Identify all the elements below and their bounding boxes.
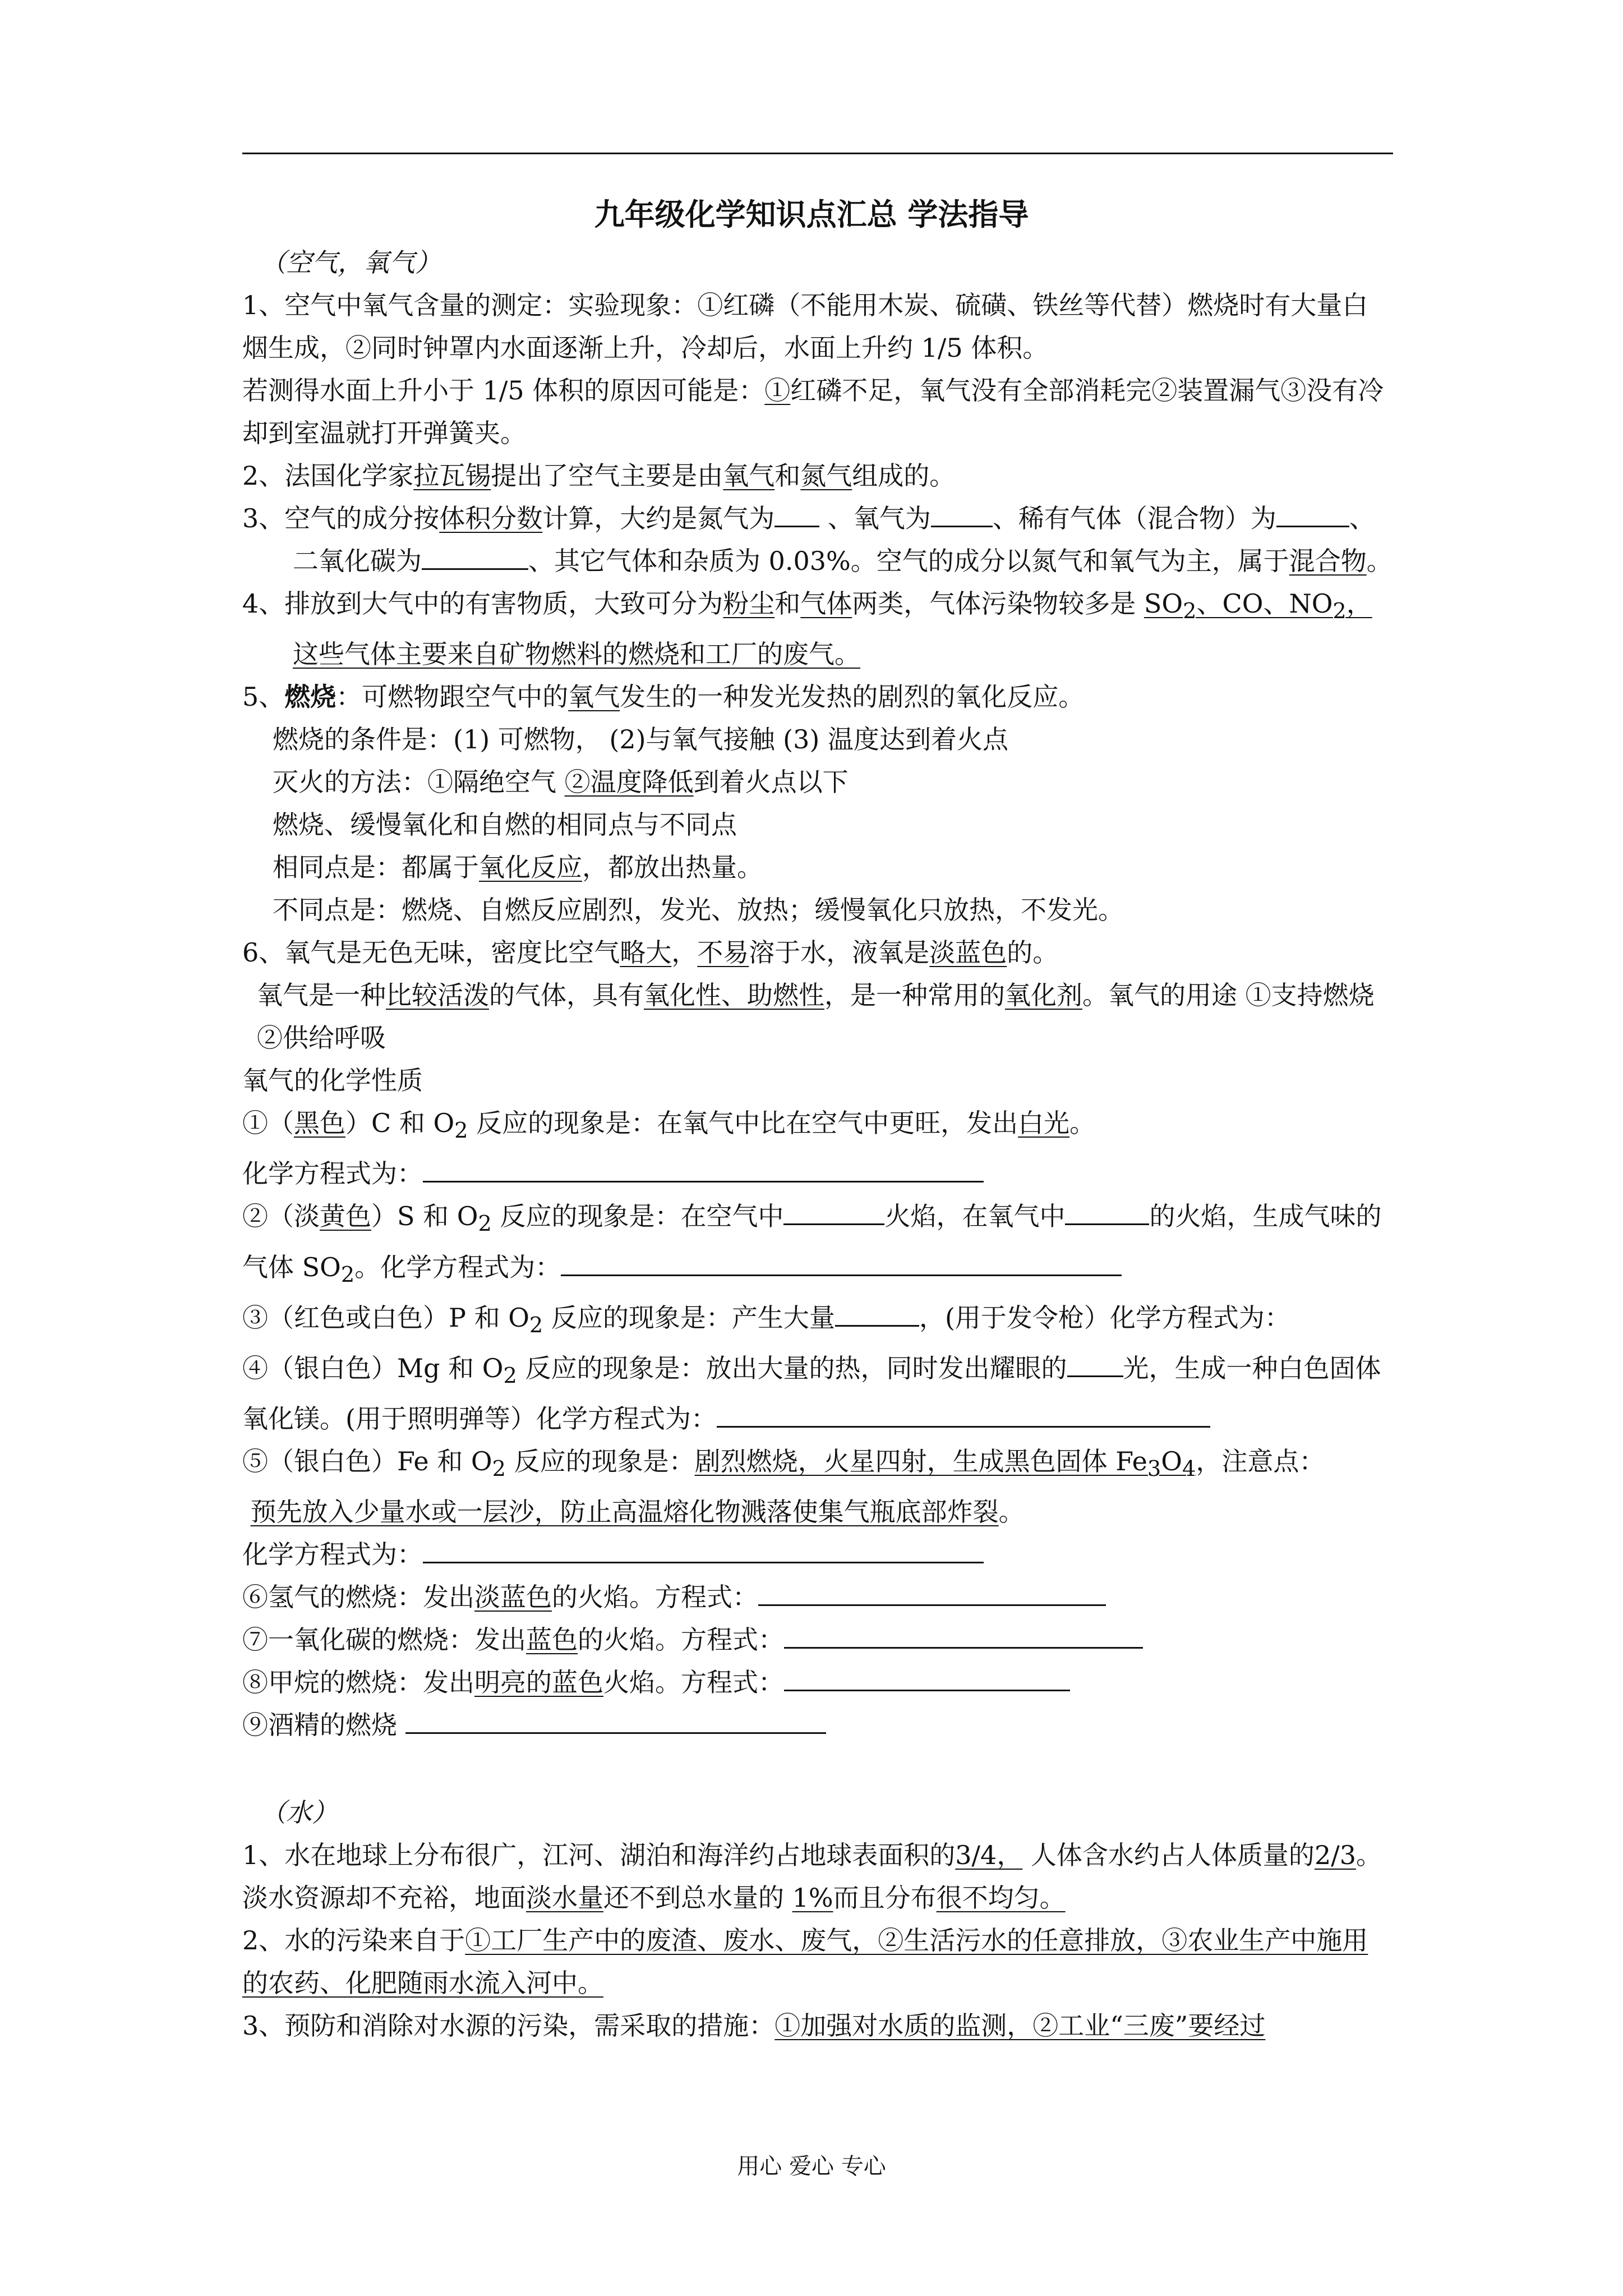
text: 两类，气体污染物较多是 [852,588,1144,619]
text: 反应的现象是：放出大量的热，同时发出耀眼的 [517,1352,1067,1383]
fill-blank[interactable] [423,1539,984,1563]
reaction-hydrogen [242,1576,1393,1618]
text: 计算，大约是氮气为 [542,503,775,533]
water-paragraph-3 [242,2004,1393,2047]
underlined-text: ②温度降低 [564,767,694,798]
text: ，都放出热量。 [582,852,763,883]
chemical-properties-heading: 氧气的化学性质 [242,1065,423,1096]
fill-blank[interactable] [783,1201,884,1225]
text: ，是一种常用的 [824,980,1005,1011]
similarities [242,846,1393,889]
text: 的火焰，生成气味的气体 SO [242,1201,1382,1282]
text: 。氧气的用途 ①支持燃烧 ②供给呼吸 [257,980,1375,1053]
bold-term: 燃烧 [284,682,336,712]
text: 反应的现象是：在氧气中比在空气中更旺，发出 [468,1108,1018,1139]
text: ②（淡 [242,1201,320,1232]
underlined-text: ①加强对水质的监测，②工业“三废”要经过 [774,2010,1266,2041]
text: 。 [1366,546,1393,576]
underlined-text: 氧气 [568,682,620,712]
underlined-text: 氧化剂 [1005,980,1082,1011]
text: 3、空气的成分按 [242,503,440,533]
reaction-phosphorus [242,1296,1393,1347]
fill-blank[interactable] [784,1625,1143,1649]
text: 1、水在地球上分布很广，江河、湖泊和海洋约占地球表面积的 [242,1840,956,1871]
text: 火焰，在氧气中 [884,1201,1066,1232]
text: 。淡水资源却不充裕，地面 [242,1840,1382,1913]
page-title: 九年级化学知识点汇总 学法指导 [594,196,1029,232]
text: 氧气是一种 [257,980,386,1011]
underlined-text: 氧气 [723,461,775,491]
underlined-text: 拉瓦锡 [413,461,491,491]
text: 剧烈燃烧，火星四射，生成黑色固体 Fe [694,1446,1147,1477]
underlined-text: 蓝色 [526,1625,578,1655]
underlined-text: 3/4， [955,1840,1023,1871]
underlined-text: 2/3 [1314,1840,1356,1871]
fill-blank[interactable] [1276,503,1349,527]
text: ⑧甲烷的燃烧：发出 [242,1667,474,1698]
page-footer: 用心 爱心 专心 [737,2154,886,2179]
combustion-conditions: 燃烧的条件是：(1) 可燃物， (2)与氧气接触 (3) 温度达到着火点 [273,724,1008,755]
text: ：可燃物跟空气中的 [336,682,569,712]
underlined-text: 黄色 [320,1201,371,1232]
subscript: 2 [1332,599,1347,624]
oxygen-properties [242,974,1393,1059]
paragraph-3 [242,497,1393,582]
text: 若测得水面上升小于 1/5 体积的原因可能是： [242,375,765,406]
text: 反应的现象是：产生大量 [543,1302,835,1333]
fill-blank[interactable] [1067,1353,1123,1377]
subscript: 2 [492,1456,506,1482]
text: 灭火的方法：①隔绝空气 [273,767,565,798]
reaction-sulfur [242,1195,1393,1296]
text: ）S 和 O [371,1201,478,1232]
equation-line [242,1152,1393,1195]
reaction-magnesium [242,1347,1393,1440]
text: ⑦一氧化碳的燃烧：发出 [242,1625,526,1655]
text: 2、法国化学家 [242,461,414,491]
underlined-text: 略大 [620,937,672,968]
text: 。 [998,1497,1025,1527]
text: 2、水的污染来自于 [242,1925,465,1956]
text: ， [671,937,698,968]
underlined-text: 淡蓝色 [474,1582,552,1613]
underlined-text: 很不均匀。 [936,1883,1066,1913]
paragraph-6 [242,931,1393,974]
text: 化学方程式为： [242,1158,423,1189]
text: 。 [1069,1108,1096,1139]
underlined-text: 氮气 [800,461,852,491]
subscript: 2 [478,1211,492,1237]
subscript: 2 [454,1118,468,1144]
text: 反应的现象是：在空气中 [491,1201,784,1232]
text: 、CO、NO [1196,588,1333,619]
underlined-text: 白光 [1018,1108,1070,1139]
fill-blank[interactable] [1065,1201,1149,1225]
underlined-text: 1% [792,1883,833,1913]
text: 和 [774,588,801,619]
text: 6、氧气是无色无味，密度比空气 [242,937,620,968]
text [242,1497,251,1527]
underlined-text: 氧化反应 [479,852,582,883]
fill-blank[interactable] [405,1710,826,1734]
text: 4、排放到大气中的有害物质，大致可分为 [242,588,723,619]
text: 的。 [1007,937,1059,968]
text: ，这些气体主要来自矿物燃料的燃烧和工厂的废气。 [293,588,1372,670]
text: 还不到总水量的 [603,1883,792,1913]
underlined-text: 气体 [800,588,852,619]
text: 发生的一种发光发热的剧烈的氧化反应。 [620,682,1085,712]
text: SO [1144,588,1183,619]
text: 人体含水约占人体质量的 [1022,1840,1315,1871]
underlined-text: 体积分数 [439,503,543,533]
fill-blank[interactable] [784,1667,1070,1691]
text: 、其它气体和杂质为 0.03%。空气的成分以氮气和氧气为主，属于 [528,546,1289,576]
text: 相同点是：都属于 [273,852,479,883]
text: ⑨酒精的燃烧 [242,1710,405,1741]
text: 5、 [242,682,285,712]
underlined-phenomenon [694,1446,1196,1482]
fill-blank[interactable] [758,1582,1106,1606]
paragraph-5 [242,675,1393,718]
subscript: 2 [503,1363,517,1389]
text: 提出了空气主要是由 [491,461,723,491]
equation-line [242,1533,1393,1576]
text: 到着火点以下 [693,767,849,798]
fill-blank[interactable] [717,1404,1210,1428]
text: ④（银白色）Mg 和 O [242,1352,504,1383]
text: 、二氧化碳为 [293,503,1375,576]
subscript: 2 [1183,599,1197,624]
reaction-alcohol [242,1704,1393,1746]
paragraph-4 [242,582,1393,675]
water-paragraph-1 [242,1834,1393,1919]
underlined-text: 淡水量 [526,1883,603,1913]
fill-blank[interactable] [774,503,819,527]
text: ）C 和 O [345,1108,455,1139]
text: O [1161,1446,1182,1477]
text: ⑥氢气的燃烧：发出 [242,1582,474,1613]
text: 、稀有气体（混合物）为 [992,503,1276,533]
text: 组成的。 [852,461,956,491]
text: 的火焰。方程式： [552,1582,758,1613]
underlined-text: 明亮的蓝色 [474,1667,603,1698]
paragraph-1 [242,284,1393,454]
reaction-carbon [242,1102,1393,1152]
subscript: 3 [1147,1456,1161,1482]
text: 的气体，具有 [489,980,644,1011]
text: 火焰。方程式： [603,1667,784,1698]
underlined-text: 不易 [697,937,749,968]
text: 光，生成一种白色固体氧化镁。(用于照明弹等）化学方程式为： [242,1352,1381,1434]
text: 化学方程式为： [242,1539,423,1570]
underlined-text: 预先放入少量水或一层沙，防止高温熔化物溅落使集气瓶底部炸裂 [250,1497,999,1527]
subscript: 4 [1182,1456,1196,1482]
underlined-text: ①工厂生产中的废渣、废水、废气，②生活污水的任意排放，③农业生产中施用的农药、化肥随雨水流入河中。 [242,1925,1368,1999]
text: 1、空气中氧气含量的测定：实验现象：①红磷（不能用木炭、硫磺、铁丝等代替）燃烧时有大量白烟生成，②同时钟罩内水面逐渐上升，冷却后，水面上升约 1/5 体积。 [242,290,1368,363]
text: ①（ [242,1108,294,1139]
text: 红磷不足，氧气没有全部消耗完②装置漏气③没有冷却到室温就打开弹簧夹。 [242,375,1384,448]
underlined-text: 混合物 [1289,546,1367,576]
underlined-text: 淡蓝色 [929,937,1007,968]
section-heading-water: （水） [260,1797,338,1828]
underlined-text: 比较活泼 [386,980,489,1011]
text: 的火焰。方程式： [578,1625,784,1655]
text: 溶于水，液氧是 [749,937,930,968]
underlined-text: 氧化性、助燃性 [644,980,824,1011]
text: 和 [774,461,801,491]
text: ，(用于发令枪）化学方程式为： [919,1302,1290,1333]
water-paragraph-2 [242,1919,1393,2004]
text: ，注意点： [1196,1446,1325,1477]
reaction-carbon-monoxide [242,1618,1393,1661]
differences: 不同点是：燃烧、自燃反应剧烈，发光、放热；缓慢氧化只放热，不发光。 [273,895,1124,926]
text: 反应的现象是： [505,1446,695,1477]
fill-blank[interactable] [422,546,528,570]
underlined-text: 黑色 [294,1108,345,1139]
fill-blank[interactable] [931,503,993,527]
text: ⑤（银白色）Fe 和 O [242,1446,492,1477]
document-body [242,241,1393,2047]
subscript: 2 [340,1262,355,1287]
section-heading-air: （空气，氧气） [260,247,441,278]
text: 、氧气为 [819,503,931,533]
reaction-iron [242,1440,1393,1533]
text: 而且分布 [833,1883,937,1913]
underlined-text: ① [764,375,791,406]
header-rule [242,153,1393,154]
subscript: 2 [529,1312,543,1338]
reaction-methane [242,1661,1393,1704]
text: 3、预防和消除对水源的污染，需采取的措施： [242,2010,775,2041]
underlined-text: 粉尘 [723,588,775,619]
paragraph-2 [242,454,1393,497]
fill-blank[interactable] [561,1252,1122,1276]
comparison-heading: 燃烧、缓慢氧化和自燃的相同点与不同点 [273,809,737,840]
text: ③（红色或白色）P 和 O [242,1302,529,1333]
fill-blank[interactable] [835,1303,919,1327]
fill-blank[interactable] [423,1158,984,1182]
extinguish-methods [242,761,1393,803]
text: 。化学方程式为： [354,1251,561,1282]
